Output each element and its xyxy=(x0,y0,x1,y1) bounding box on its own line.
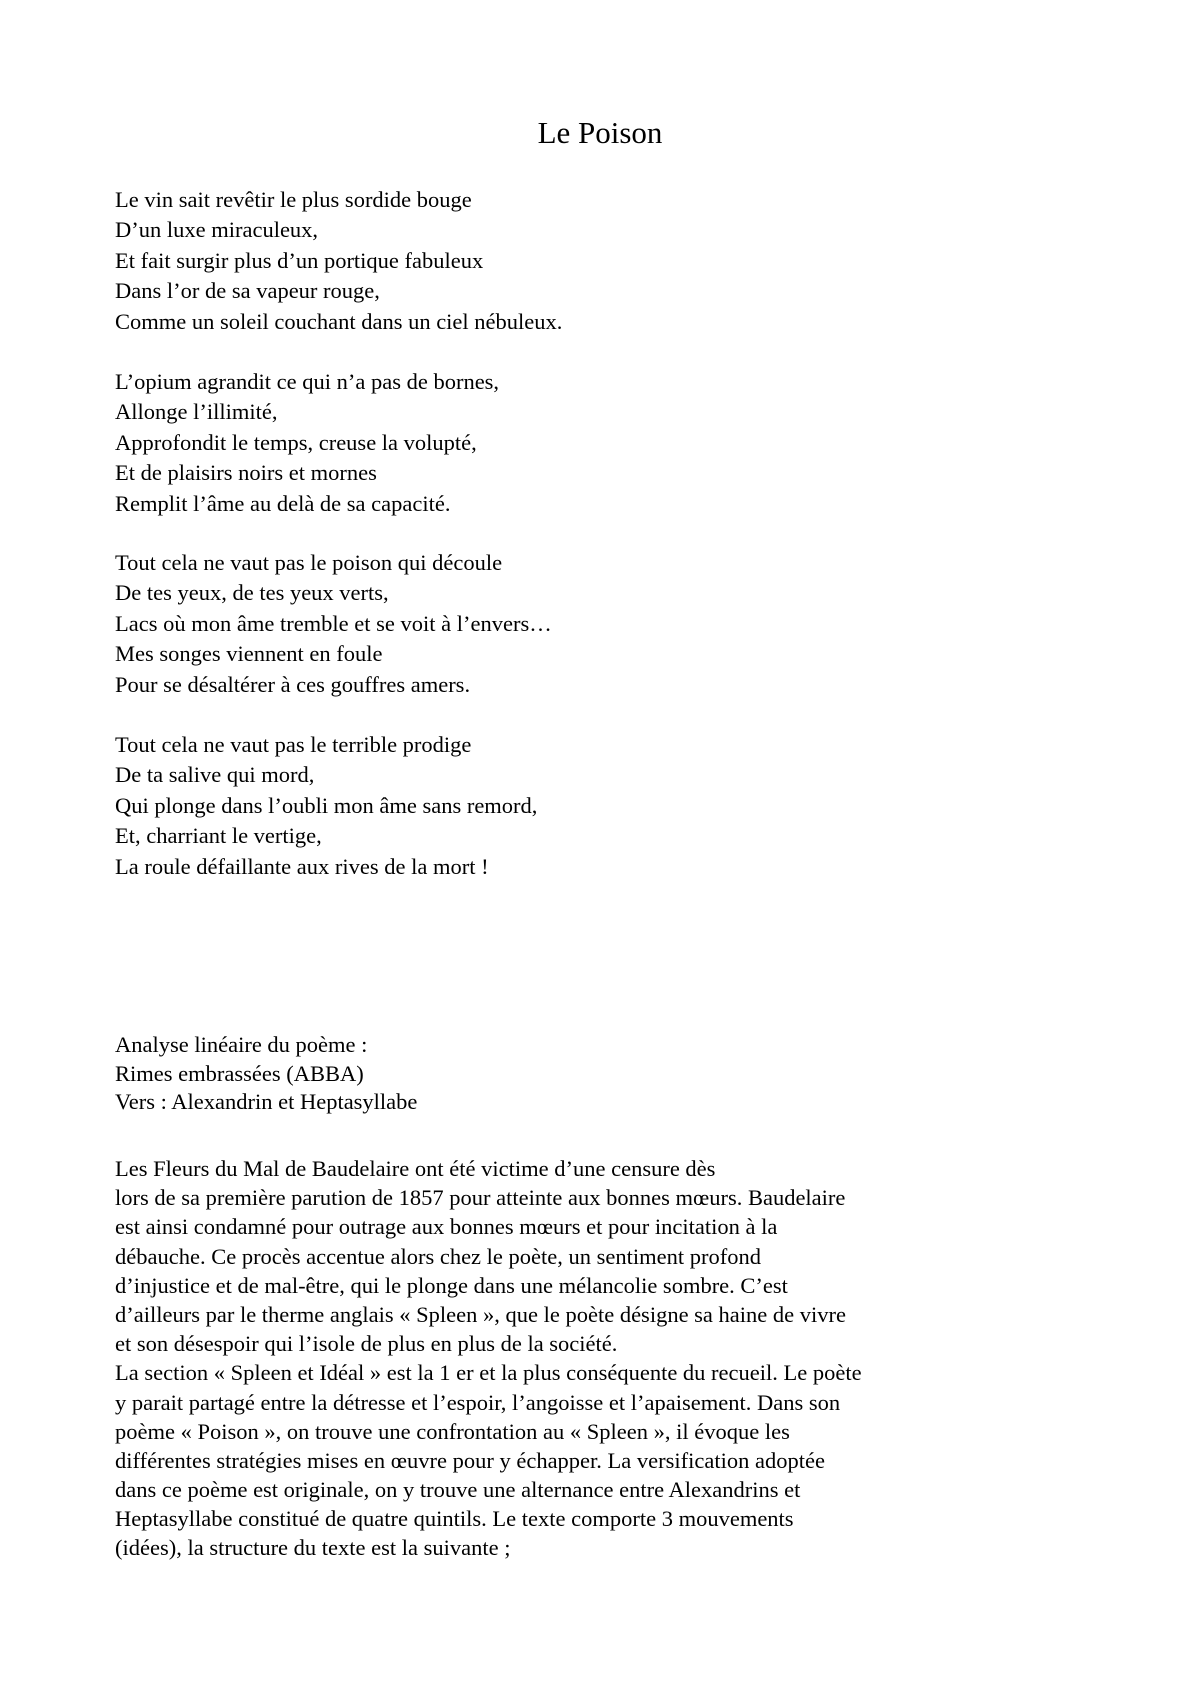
stanza-2 xyxy=(115,367,1115,519)
verse-line: Pour se désaltérer à ces gouffres amers. xyxy=(115,671,471,697)
stanza-4 xyxy=(115,730,1115,882)
paragraph-line: et son désespoir qui l’isole de plus en plus de la société. xyxy=(115,1331,618,1357)
poem-title: Le Poison xyxy=(537,115,663,150)
paragraph-line: Heptasyllabe constitué de quatre quintils. Le texte comporte 3 mouvements xyxy=(115,1506,794,1532)
verse-line: Tout cela ne vaut pas le poison qui découle xyxy=(115,550,503,575)
verse-line: Remplit l’âme au delà de sa capacité. xyxy=(115,490,451,516)
paragraph-line: différentes stratégies mises en œuvre pour y échapper. La versification adoptée xyxy=(115,1447,825,1473)
analysis-heading: Analyse linéaire du poème : xyxy=(115,1032,368,1057)
verse-line: L’opium agrandit ce qui n’a pas de bornes, xyxy=(115,369,500,394)
paragraph-line: La section « Spleen et Idéal » est la 1 er et la plus conséquente du recueil. Le poète xyxy=(115,1360,862,1386)
analysis-header xyxy=(115,1031,1115,1117)
paragraph-line: lors de sa première parution de 1857 pour atteinte aux bonnes mœurs. Baudelaire xyxy=(115,1185,846,1211)
stanza-3 xyxy=(115,548,1115,700)
paragraph-line: Les Fleurs du Mal de Baudelaire ont été victime d’une censure dès xyxy=(115,1156,716,1181)
paragraph-line: dans ce poème est originale, on y trouve une alternance entre Alexandrins et xyxy=(115,1477,801,1503)
verse-line: La roule défaillante aux rives de la mort ! xyxy=(115,853,489,879)
rhyme-scheme: Rimes embrassées (ABBA) xyxy=(115,1060,364,1086)
verse-line: Allonge l’illimité, xyxy=(115,399,278,425)
paragraph-line: d’ailleurs par le therme anglais « Spleen », que le poète désigne sa haine de vivre xyxy=(115,1301,846,1327)
paragraph-line: débauche. Ce procès accentue alors chez le poète, un sentiment profond xyxy=(115,1243,761,1269)
paragraph-line: poème « Poison », on trouve une confrontation au « Spleen », il évoque les xyxy=(115,1418,790,1444)
paragraph-line: d’injustice et de mal-être, qui le plonge dans une mélancolie sombre. C’est xyxy=(115,1272,788,1298)
verse-line: Approfondit le temps, creuse la volupté, xyxy=(115,429,477,455)
analysis-paragraph xyxy=(115,1154,1115,1563)
verse-line: Et, charriant le vertige, xyxy=(115,823,322,849)
verse-line: Qui plonge dans l’oubli mon âme sans remord, xyxy=(115,792,538,818)
verse-line: De ta salive qui mord, xyxy=(115,762,315,788)
verse-line: De tes yeux, de tes yeux verts, xyxy=(115,580,389,606)
verse-line: D’un luxe miraculeux, xyxy=(115,217,319,243)
paragraph-line: (idées), la structure du texte est la suivante ; xyxy=(115,1535,511,1561)
verse-line: Et de plaisirs noirs et mornes xyxy=(115,460,377,486)
verse-line: Mes songes viennent en foule xyxy=(115,641,383,667)
verse-line: Lacs où mon âme tremble et se voit à l’envers… xyxy=(115,610,552,636)
paragraph-line: y parait partagé entre la détresse et l’espoir, l’angoisse et l’apaisement. Dans son xyxy=(115,1389,841,1415)
verse-line: Comme un soleil couchant dans un ciel nébuleux. xyxy=(115,308,563,334)
verse-line: Tout cela ne vaut pas le terrible prodige xyxy=(115,732,472,757)
verse-line: Le vin sait revêtir le plus sordide bouge xyxy=(115,187,472,212)
paragraph-line: est ainsi condamné pour outrage aux bonnes mœurs et pour incitation à la xyxy=(115,1214,778,1240)
verse-line: Et fait surgir plus d’un portique fabuleux xyxy=(115,247,484,273)
verse-meter: Vers : Alexandrin et Heptasyllabe xyxy=(115,1089,418,1114)
verse-line: Dans l’or de sa vapeur rouge, xyxy=(115,278,380,304)
stanza-1 xyxy=(115,185,1115,337)
